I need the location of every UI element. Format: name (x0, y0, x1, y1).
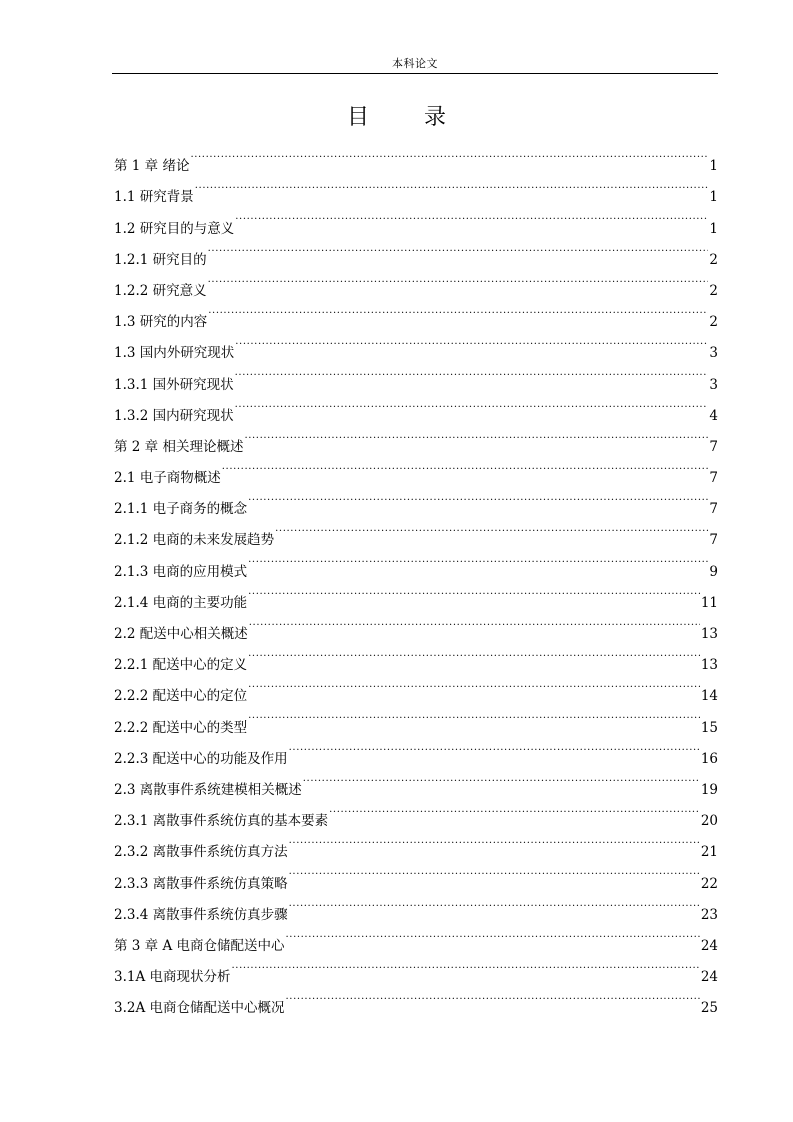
toc-entry-page: 7 (709, 438, 718, 455)
toc-leader-dots (286, 981, 700, 1012)
toc-entry-label: 2.3 离散事件系统建模相关概述 (114, 781, 302, 798)
toc-entry-label: 1.3.1 国外研究现状 (114, 376, 234, 393)
toc-entry-page: 13 (700, 626, 718, 642)
toc-leader-dots (248, 638, 700, 669)
toc-leader-dots (232, 950, 700, 981)
toc-leader-dots (248, 669, 700, 700)
toc-entry[interactable] (114, 201, 718, 237)
toc-entry-page: 23 (700, 906, 718, 923)
toc-leader-dots (289, 732, 700, 763)
toc-entry-page: 24 (700, 969, 718, 986)
running-header: 本科论文 (392, 57, 438, 70)
toc-entry-label: 2.3.4 离散事件系统仿真步骤 (114, 906, 288, 923)
toc-entry-label: 2.3.2 离散事件系统仿真方法 (114, 844, 288, 861)
toc-entry[interactable] (114, 170, 718, 206)
toc-entry-page: 1 (709, 220, 718, 237)
toc-leader-dots (235, 326, 708, 357)
toc-leader-dots (235, 201, 708, 232)
toc-entry-label: 第 1 章 绪论 (114, 158, 190, 175)
toc-entry-page: 21 (700, 844, 718, 861)
toc-leader-dots (208, 233, 709, 264)
toc-entry-label: 2.2.2 配送中心的定位 (114, 688, 248, 705)
toc-entry-label: 1.1 研究背景 (114, 189, 194, 206)
toc-leader-dots (289, 888, 700, 919)
toc-entry-page: 4 (709, 407, 718, 424)
toc-leader-dots (244, 420, 708, 451)
toc-entry-page: 1 (709, 189, 718, 206)
toc-entry-page: 13 (700, 657, 718, 674)
toc-leader-dots (208, 264, 709, 295)
toc-leader-dots (208, 295, 708, 326)
toc-entry-label: 2.2.2 配送中心的类型 (114, 719, 248, 736)
toc-entry-label: 1.2 研究目的与意义 (114, 220, 235, 237)
toc-entry-label: 第 2 章 相关理论概述 (114, 438, 244, 455)
toc-leader-dots (275, 513, 708, 544)
toc-entry-page: 7 (709, 470, 718, 487)
toc-leader-dots (235, 357, 709, 388)
toc-entry-page: 19 (700, 781, 718, 798)
toc-entry-page: 2 (709, 314, 718, 331)
toc-entry-page: 25 (700, 1000, 718, 1017)
toc-leader-dots (235, 389, 709, 420)
toc-entry-label: 1.2.1 研究目的 (114, 251, 207, 268)
toc-entry-label: 3.1A 电商现状分析 (114, 969, 231, 986)
toc-entry-label: 2.2 配送中心相关概述 (114, 626, 248, 642)
toc-entry-label: 2.1 电子商物概述 (114, 470, 221, 487)
toc-leader-dots (248, 700, 700, 731)
toc-entry-label: 2.3.3 离散事件系统仿真策略 (114, 875, 288, 892)
toc-entry-page: 14 (700, 688, 718, 705)
toc-entry-page: 15 (700, 719, 718, 736)
header-rule (112, 73, 718, 74)
toc-entry-page: 7 (709, 532, 718, 549)
toc-leader-dots (222, 451, 709, 482)
toc-entry-label: 2.1.3 电商的应用模式 (114, 563, 248, 580)
toc-entry-page: 1 (709, 158, 718, 175)
toc-entry-page: 22 (700, 875, 718, 892)
toc-entry-label: 1.3 研究的内容 (114, 314, 208, 331)
toc-leader-dots (289, 856, 700, 887)
toc-leader-dots (248, 482, 708, 513)
toc-leader-dots (286, 919, 700, 950)
toc-entry[interactable] (114, 139, 718, 175)
toc-entry-label: 2.2.1 配送中心的定义 (114, 657, 248, 674)
toc-entry-label: 2.2.3 配送中心的功能及作用 (114, 750, 288, 767)
toc-entry-page: 24 (700, 937, 718, 954)
toc-entry-page: 11 (700, 594, 718, 611)
toc-leader-dots (249, 607, 700, 638)
toc-leader-dots (190, 139, 708, 170)
toc-entry-label: 1.2.2 研究意义 (114, 282, 207, 299)
toc-entry-label: 2.3.1 离散事件系统仿真的基本要素 (114, 813, 329, 830)
toc-entry-page: 2 (709, 282, 718, 299)
toc-leader-dots (195, 170, 709, 201)
toc-entry-label: 1.3 国内外研究现状 (114, 345, 235, 362)
toc-leader-dots (248, 544, 708, 575)
toc-entry-page: 2 (709, 251, 718, 268)
toc-entry-label: 2.1.2 电商的未来发展趋势 (114, 532, 275, 549)
toc-leader-dots (289, 825, 700, 856)
toc-entry-page: 3 (709, 345, 718, 362)
toc-entry-label: 2.1.4 电商的主要功能 (114, 594, 248, 611)
table-of-contents (114, 139, 718, 1017)
toc-entry-label: 1.3.2 国内研究现状 (114, 407, 234, 424)
toc-entry-label: 2.1.1 电子商务的概念 (114, 501, 248, 518)
toc-leader-dots (248, 576, 700, 607)
toc-leader-dots (329, 794, 700, 825)
toc-entry-page: 20 (700, 813, 718, 830)
page-title: 目 录 (347, 105, 470, 130)
toc-entry-label: 第 3 章 A 电商仓储配送中心 (114, 937, 285, 954)
toc-entry-page: 3 (709, 376, 718, 393)
toc-entry-page: 7 (709, 501, 718, 518)
toc-entry-page: 16 (700, 750, 718, 767)
toc-entry-label: 3.2A 电商仓储配送中心概况 (114, 1000, 285, 1017)
toc-leader-dots (303, 763, 700, 794)
toc-entry-page: 9 (709, 563, 718, 580)
